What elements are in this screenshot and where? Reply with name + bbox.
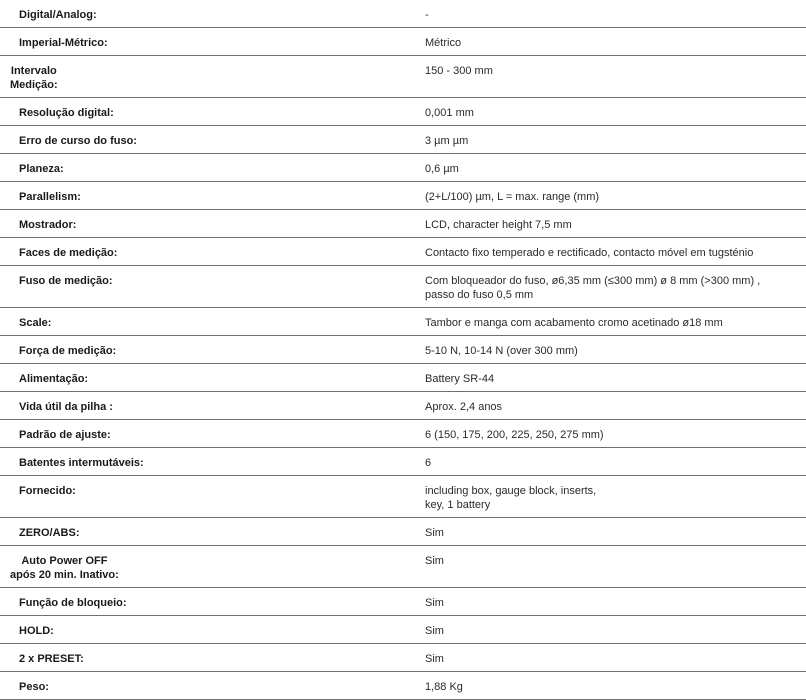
spec-value: Sim — [425, 625, 444, 637]
spec-row-fornecido — [0, 476, 806, 518]
spec-label-text: Auto Power OFF após 20 min. Inativo: — [10, 555, 119, 581]
spec-row-digital-analog — [0, 0, 806, 28]
spec-value: Métrico — [425, 37, 462, 49]
spec-row-2x-preset — [0, 644, 806, 672]
spec-value: Com bloqueador do fuso, ø6,35 mm (≤300 mm) ø 8 mm (>300 mm) , passo do fuso 0,5 mm — [425, 275, 761, 301]
spec-row-resolucao-digital — [0, 98, 806, 126]
spec-label: Mostrador: — [19, 219, 77, 231]
spec-row-padrao-ajuste — [0, 420, 806, 448]
spec-value: Contacto fixo temperado e rectificado, contacto móvel em tugsténio — [425, 247, 754, 259]
spec-label: Vida útil da pilha : — [19, 401, 113, 413]
spec-label: Imperial-Métrico: — [19, 37, 108, 49]
spec-row-imperial-metrico — [0, 28, 806, 56]
spec-value: 0,001 mm — [425, 107, 474, 119]
spec-row-scale — [0, 308, 806, 336]
spec-label: Erro de curso do fuso: — [19, 135, 137, 147]
spec-label: Resolução digital: — [19, 107, 114, 119]
spec-label: Fornecido: — [19, 485, 76, 497]
spec-label: Força de medição: — [19, 345, 117, 357]
spec-value: Tambor e manga com acabamento cromo acetinado ø18 mm — [425, 317, 723, 329]
spec-value: Sim — [425, 527, 444, 539]
spec-row-auto-power-off — [0, 546, 806, 588]
spec-label: HOLD: — [19, 625, 54, 637]
spec-label: Parallelism: — [19, 191, 81, 203]
spec-value: 6 — [425, 457, 432, 469]
spec-row-hold — [0, 616, 806, 644]
spec-value: 0,6 µm — [425, 163, 459, 175]
spec-label: Planeza: — [19, 163, 64, 175]
spec-row-alimentacao — [0, 364, 806, 392]
spec-label-text: Intervalo Medição: — [10, 65, 58, 91]
spec-value: 150 - 300 mm — [425, 65, 493, 77]
spec-value: 1,88 Kg — [425, 681, 463, 693]
spec-value: 6 (150, 175, 200, 225, 250, 275 mm) — [425, 429, 604, 441]
spec-row-faces-medicao — [0, 238, 806, 266]
spec-label: Scale: — [19, 317, 52, 329]
spec-row-intervalo-medicao — [0, 56, 806, 98]
spec-label: Digital/Analog: — [19, 9, 97, 21]
spec-value: 5-10 N, 10-14 N (over 300 mm) — [425, 345, 578, 357]
spec-label: Peso: — [19, 681, 49, 693]
spec-label: Padrão de ajuste: — [19, 429, 111, 441]
spec-row-parallelism — [0, 182, 806, 210]
spec-value: Battery SR-44 — [425, 373, 495, 385]
spec-value: LCD, character height 7,5 mm — [425, 219, 572, 231]
spec-value: Sim — [425, 653, 444, 665]
spec-row-vida-util-pilha — [0, 392, 806, 420]
spec-label — [10, 56, 415, 97]
spec-row-planeza — [0, 154, 806, 182]
spec-row-batentes-intermutaveis — [0, 448, 806, 476]
spec-value: including box, gauge block, inserts, key, 1 battery — [425, 485, 597, 511]
spec-label: Fuso de medição: — [19, 275, 113, 287]
spec-row-fuso-medicao — [0, 266, 806, 308]
spec-value: Sim — [425, 555, 444, 567]
spec-label: 2 x PRESET: — [19, 653, 84, 665]
spec-value: (2+L/100) µm, L = max. range (mm) — [425, 191, 600, 203]
spec-label: Batentes intermutáveis: — [19, 457, 144, 469]
spec-label: Função de bloqueio: — [19, 597, 127, 609]
spec-label: Faces de medição: — [19, 247, 118, 259]
spec-row-forca-medicao — [0, 336, 806, 364]
spec-value: 3 µm µm — [425, 135, 469, 147]
spec-row-peso — [0, 672, 806, 700]
spec-value: Aprox. 2,4 anos — [425, 401, 503, 413]
spec-value: - — [425, 9, 429, 21]
spec-label: ZERO/ABS: — [19, 527, 80, 539]
spec-row-erro-curso-fuso — [0, 126, 806, 154]
spec-label — [10, 546, 415, 587]
spec-row-zero-abs — [0, 518, 806, 546]
spec-label: Alimentação: — [19, 373, 89, 385]
spec-row-mostrador — [0, 210, 806, 238]
spec-row-funcao-bloqueio — [0, 588, 806, 616]
spec-value: Sim — [425, 597, 444, 609]
